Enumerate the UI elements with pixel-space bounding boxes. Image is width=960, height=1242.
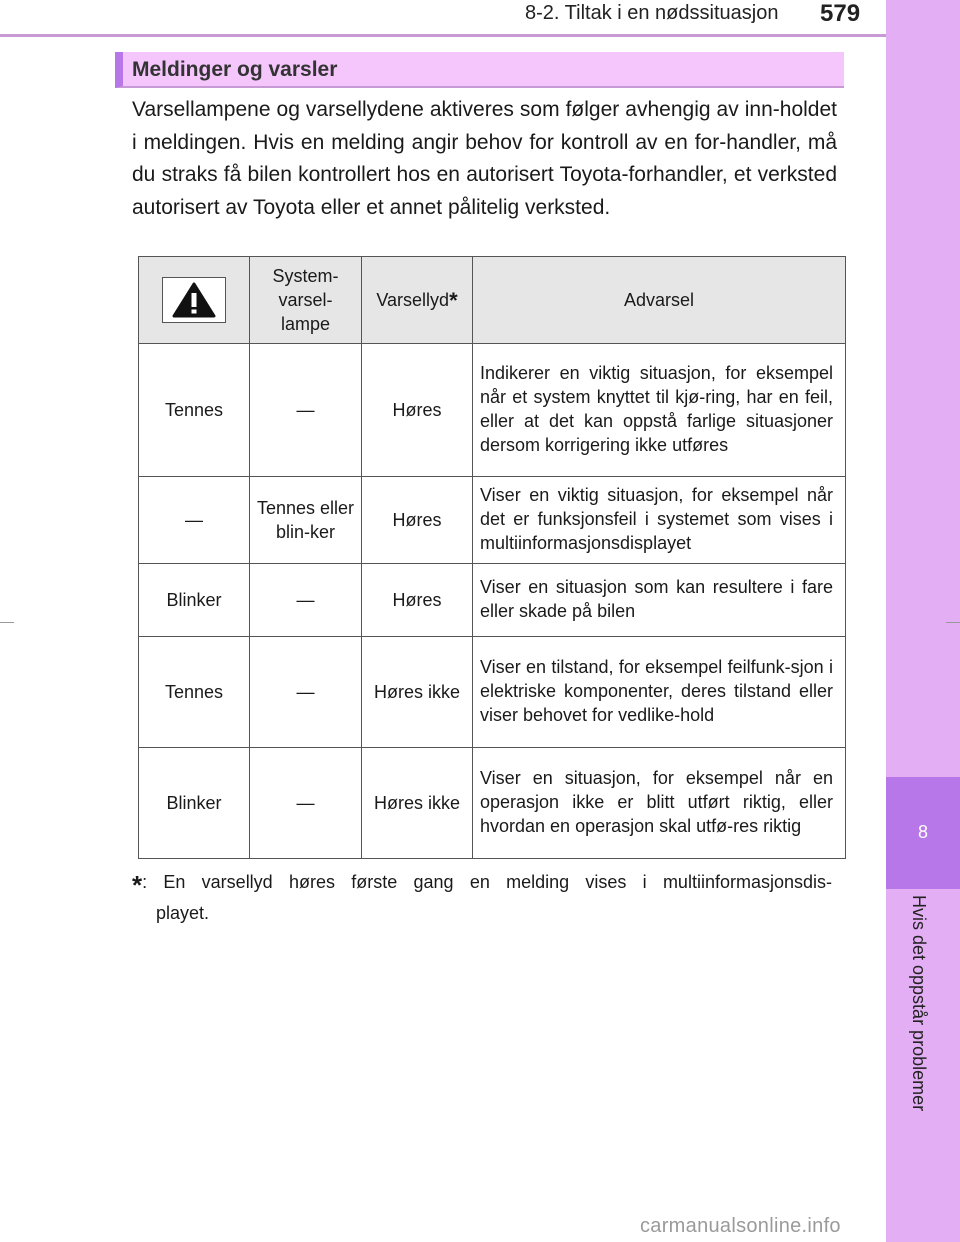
header-warning: Advarsel [473,257,846,344]
header-rule [0,34,886,37]
crop-mark-left [0,622,14,623]
system-lamp-cell: — [250,748,362,859]
footnote [132,868,832,927]
chapter-number: 8 [917,822,928,842]
master-warning-cell: — [139,477,250,564]
section-title: Meldinger og varsler [132,58,338,81]
header-sound [362,257,473,344]
system-lamp-cell: Tennes eller blin-ker [250,477,362,564]
master-warning-cell: Tennes [139,344,250,477]
header-sound-footnote-marker: * [449,287,458,313]
header-system-lamp: System-varsel-lampe [250,257,362,344]
sound-cell: Høres ikke [362,637,473,748]
sound-cell: Høres ikke [362,748,473,859]
warning-description-cell: Indikerer en viktig situasjon, for eksempel når et system knyttet til kjø-ring, har en feil, eller at det kan oppstå farlige situasjoner dersom korrigering ikke utføres [473,344,846,477]
table-row [139,748,846,859]
footnote-text-2: playet. [156,903,210,923]
table-header-row [139,257,846,344]
header-sound-label: Varsellyd [376,289,450,310]
table-row [139,637,846,748]
intro-paragraph: Varsellampene og varsellydene aktiveres som følger avhengig av inn-holdet i meldingen. Hvis en melding angir behov for kontroll av en for-handler, må du straks få bilen kontrollert hos en autorisert Toyota-forhandler, et verksted autorisert av Toyota eller et annet pålitelig verksted. [132,98,837,219]
system-lamp-cell: — [250,564,362,637]
table-row [139,477,846,564]
crop-mark-right [946,622,960,623]
footnote-text-1: : En varsellyd høres første gang en melding vises i multiinformasjonsdis- [142,872,832,892]
warning-description-cell: Viser en viktig situasjon, for eksempel når det er funksjonsfeil i systemet som vises i multiinformasjonsdisplayet [473,477,846,564]
master-warning-cell: Blinker [139,564,250,637]
footnote-marker: * [132,870,143,900]
page-number: 579 [820,0,861,27]
footnote-line-1 [132,868,832,899]
warning-description-cell: Viser en tilstand, for eksempel feilfunk-sjon i elektriske komponenter, deres tilstand eller viser behovet for vedlike-hold [473,637,846,748]
system-lamp-cell: — [250,637,362,748]
table-row [139,344,846,477]
sound-cell: Høres [362,477,473,564]
warning-table [138,256,846,859]
running-header-section: 8-2. Tiltak i en nødssituasjon [525,2,779,24]
warning-description-cell: Viser en situasjon, for eksempel når en operasjon ikke er blitt utført riktig, eller hvordan en operasjon skal utfø-res riktig [473,748,846,859]
table-row [139,564,846,637]
master-warning-cell: Tennes [139,637,250,748]
sound-cell: Høres [362,564,473,637]
warning-description-cell: Viser en situasjon som kan resultere i fare eller skade på bilen [473,564,846,637]
sound-cell: Høres [362,344,473,477]
master-warning-cell: Blinker [139,748,250,859]
warning-triangle-icon [162,277,226,323]
chapter-title: Hvis det oppstår problemer [909,895,929,1112]
header-master-warning-icon-cell [139,257,250,344]
system-lamp-cell: — [250,344,362,477]
watermark: carmanualsonline.info [640,1215,841,1237]
